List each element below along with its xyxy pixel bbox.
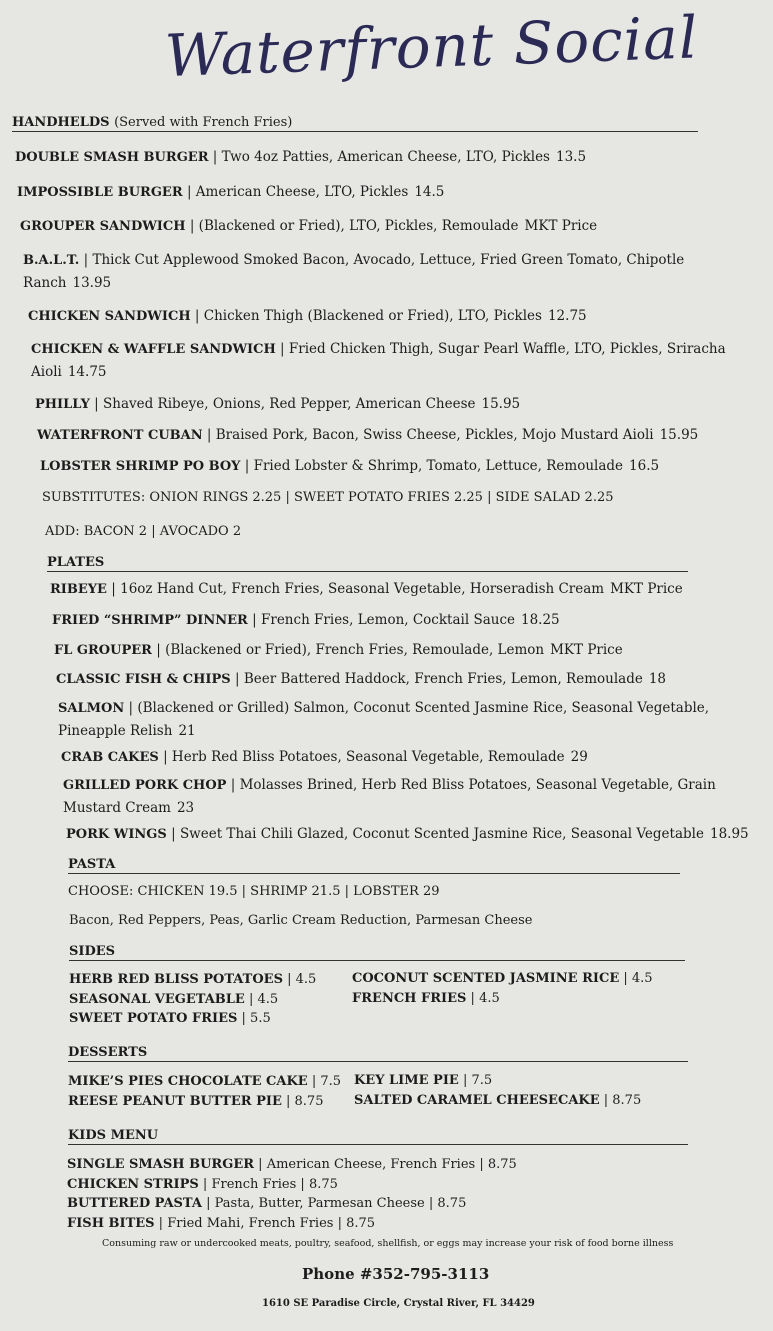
sides-right-column bbox=[352, 969, 653, 1008]
menu-item: IMPOSSIBLE BURGER | American Cheese, LTO, Pickles 14.5 bbox=[17, 184, 445, 200]
desserts-left-column bbox=[68, 1072, 341, 1111]
list-item: MIKE’S PIES CHOCOLATE CAKE | 7.5 bbox=[68, 1074, 342, 1089]
pasta-choose-line: CHOOSE: CHICKEN 19.5 | SHRIMP 21.5 | LOBSTER 29 bbox=[68, 884, 440, 899]
list-item: FRENCH FRIES | 4.5 bbox=[352, 990, 500, 1006]
sides-left-column bbox=[69, 970, 316, 1029]
list-item: SEASONAL VEGETABLE | 4.5 bbox=[69, 991, 279, 1007]
section-heading: DESSERTS bbox=[68, 1045, 148, 1060]
menu-item: GROUPER SANDWICH | (Blackened or Fried), LTO, Pickles, Remoulade MKT Price bbox=[20, 218, 598, 234]
section-heading: PLATES bbox=[47, 555, 105, 570]
list-item: BUTTERED PASTA | Pasta, Butter, Parmesan Cheese | 8.75 bbox=[67, 1196, 467, 1211]
menu-item: CRAB CAKES | Herb Red Bliss Potatoes, Seasonal Vegetable, Remoulade 29 bbox=[61, 749, 588, 765]
section-plates bbox=[47, 555, 688, 572]
list-item: HERB RED BLISS POTATOES | 4.5 bbox=[69, 972, 317, 987]
section-heading: PASTA bbox=[68, 857, 116, 872]
menu-item: LOBSTER SHRIMP PO BOY | Fried Lobster & Shrimp, Tomato, Lettuce, Remoulade 16.5 bbox=[40, 458, 660, 474]
substitutes-line: SUBSTITUTES: ONION RINGS 2.25 | SWEET POTATO FRIES 2.25 | SIDE SALAD 2.25 bbox=[42, 490, 614, 505]
phone-number: Phone #352-795-3113 bbox=[302, 1265, 490, 1283]
menu-item: DOUBLE SMASH BURGER | Two 4oz Patties, American Cheese, LTO, Pickles 13.5 bbox=[15, 149, 587, 165]
menu-item: CHICKEN & WAFFLE SANDWICH | Fried Chicken Thigh, Sugar Pearl Waffle, LTO, Pickles, Sriracha Aioli 14.75 bbox=[31, 341, 726, 380]
address: 1610 SE Paradise Circle, Crystal River, FL 34429 bbox=[262, 1298, 535, 1309]
list-item: KEY LIME PIE | 7.5 bbox=[354, 1073, 493, 1088]
pasta-description: Bacon, Red Peppers, Peas, Garlic Cream Reduction, Parmesan Cheese bbox=[69, 913, 533, 928]
menu-item: GRILLED PORK CHOP | Molasses Brined, Herb Red Bliss Potatoes, Seasonal Vegetable, Grain Mustard Cream 23 bbox=[63, 777, 716, 816]
section-heading: HANDHELDS bbox=[12, 115, 110, 130]
section-note: (Served with French Fries) bbox=[114, 115, 293, 130]
menu-item: SALMON | (Blackened or Grilled) Salmon, Coconut Scented Jasmine Rice, Seasonal Vegetable, Pineapple Relish 21 bbox=[58, 700, 710, 739]
section-handhelds bbox=[12, 115, 698, 132]
section-heading: KIDS MENU bbox=[68, 1128, 159, 1143]
section-desserts bbox=[68, 1045, 688, 1062]
section-kids-menu bbox=[68, 1128, 688, 1145]
menu-item: B.A.L.T. | Thick Cut Applewood Smoked Bacon, Avocado, Lettuce, Fried Green Tomato, Chipotle Ranch 13.95 bbox=[23, 252, 685, 291]
menu-item: WATERFRONT CUBAN | Braised Pork, Bacon, Swiss Cheese, Pickles, Mojo Mustard Aioli 15.95 bbox=[37, 427, 699, 443]
kids-list bbox=[67, 1155, 517, 1233]
restaurant-title: Waterfront Social bbox=[163, 3, 700, 90]
list-item: REESE PEANUT BUTTER PIE | 8.75 bbox=[68, 1093, 324, 1109]
menu-item: FRIED “SHRIMP” DINNER | French Fries, Lemon, Cocktail Sauce 18.25 bbox=[52, 612, 560, 628]
list-item: SALTED CARAMEL CHEESECAKE | 8.75 bbox=[354, 1092, 642, 1108]
list-item: FISH BITES | Fried Mahi, French Fries | 8.75 bbox=[67, 1215, 376, 1231]
list-item: COCONUT SCENTED JASMINE RICE | 4.5 bbox=[352, 971, 653, 986]
list-item: SINGLE SMASH BURGER | American Cheese, French Fries | 8.75 bbox=[67, 1157, 517, 1172]
menu-item: FL GROUPER | (Blackened or Fried), French Fries, Remoulade, Lemon MKT Price bbox=[54, 642, 623, 658]
section-pasta bbox=[68, 857, 680, 874]
menu-item: CLASSIC FISH & CHIPS | Beer Battered Haddock, French Fries, Lemon, Remoulade 18 bbox=[56, 671, 667, 687]
list-item: CHICKEN STRIPS | French Fries | 8.75 bbox=[67, 1176, 338, 1192]
menu-item: CHICKEN SANDWICH | Chicken Thigh (Blackened or Fried), LTO, Pickles 12.75 bbox=[28, 308, 587, 324]
add-line: ADD: BACON 2 | AVOCADO 2 bbox=[45, 524, 242, 539]
menu-item: RIBEYE | 16oz Hand Cut, French Fries, Seasonal Vegetable, Horseradish Cream MKT Price bbox=[50, 581, 683, 597]
section-heading: SIDES bbox=[69, 944, 116, 959]
food-safety-disclaimer: Consuming raw or undercooked meats, poultry, seafood, shellfish, or eggs may increase your risk of food borne illness bbox=[102, 1238, 674, 1249]
section-sides bbox=[69, 944, 685, 961]
menu-item: PORK WINGS | Sweet Thai Chili Glazed, Coconut Scented Jasmine Rice, Seasonal Vegetable 18.95 bbox=[66, 826, 749, 842]
desserts-right-column bbox=[354, 1071, 641, 1110]
list-item: SWEET POTATO FRIES | 5.5 bbox=[69, 1011, 271, 1026]
menu-item: PHILLY | Shaved Ribeye, Onions, Red Pepper, American Cheese 15.95 bbox=[35, 396, 521, 412]
